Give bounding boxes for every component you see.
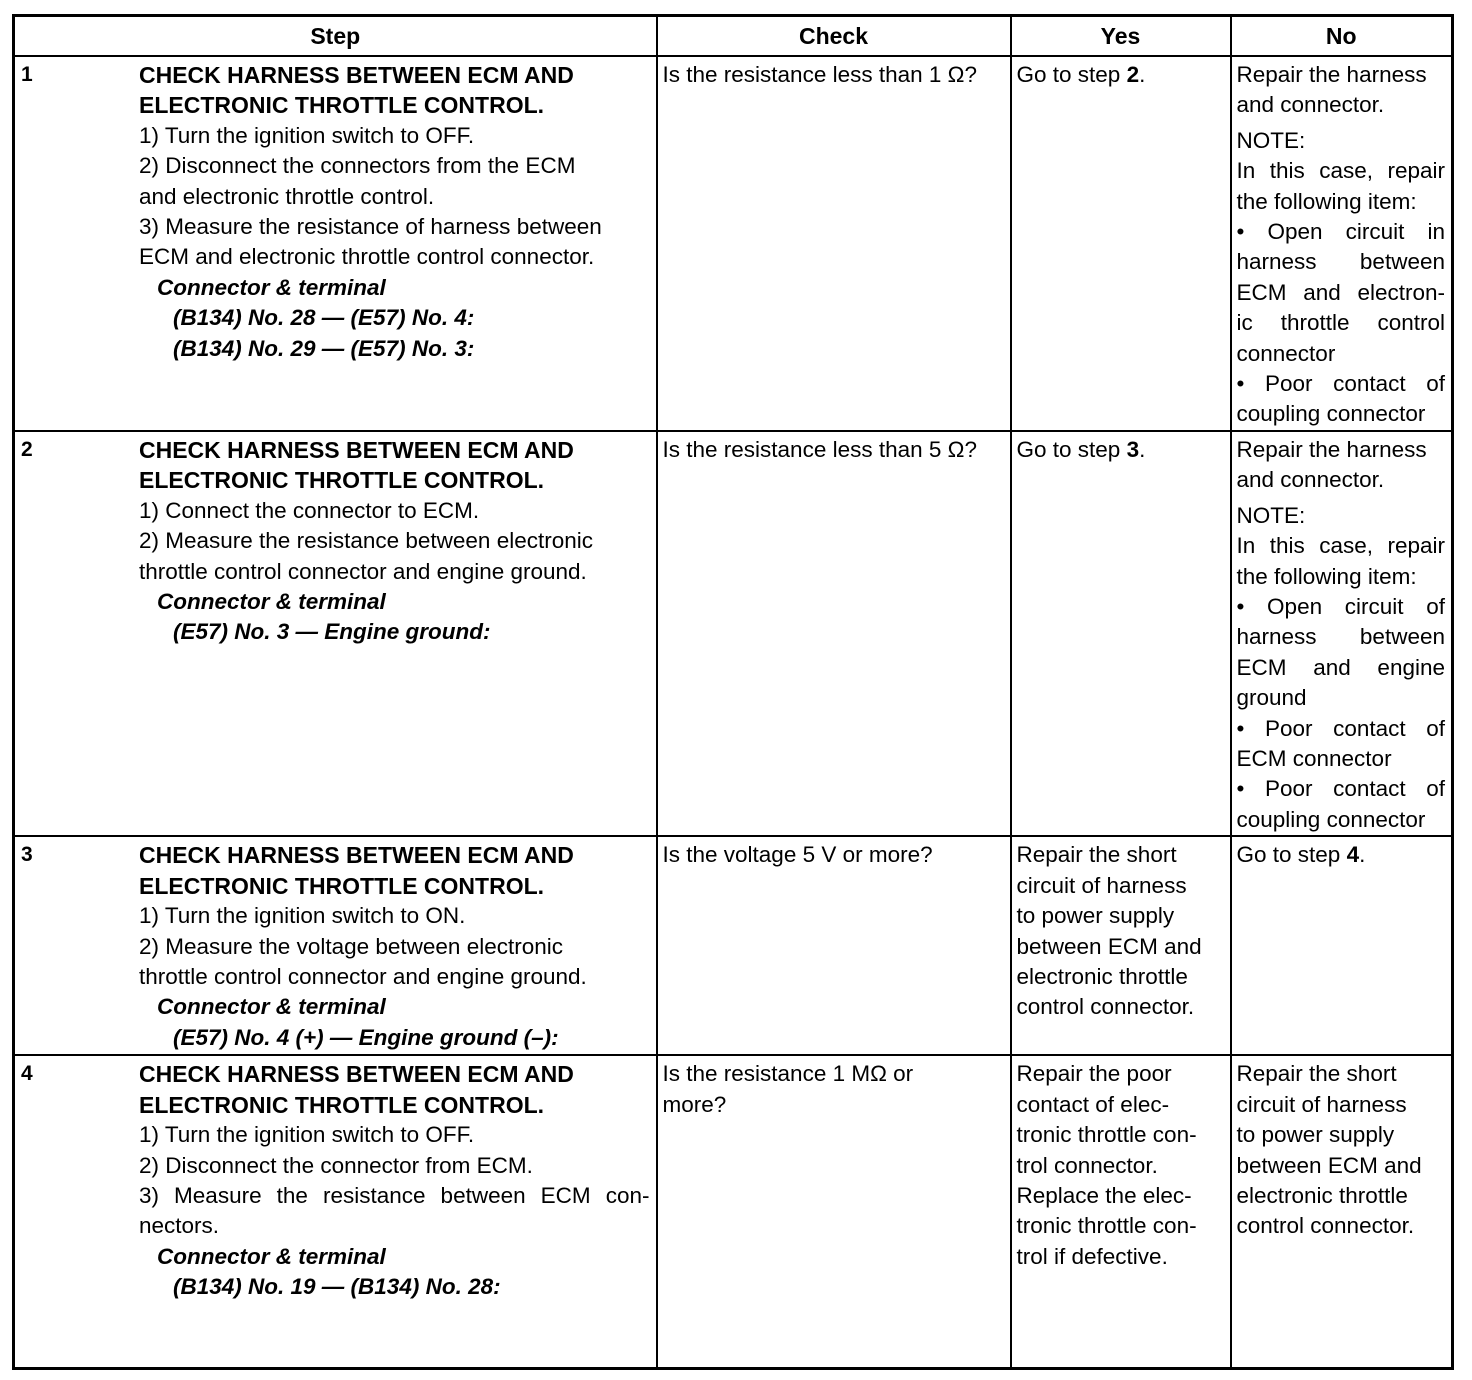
step-title: CHECK HARNESS BETWEEN ECM AND <box>139 842 574 869</box>
table-row-step-1 <box>14 56 1453 431</box>
yes-text: to power supply <box>1016 903 1175 929</box>
yes-step-ref: 2 <box>1126 62 1140 87</box>
yes-text: tronic throttle con- <box>1016 1213 1197 1239</box>
no-text: the following item: <box>1236 188 1417 214</box>
no-text: • Open circuit in <box>1236 219 1445 245</box>
yes-cell <box>1011 56 1231 431</box>
no-text: electronic throttle <box>1236 1182 1408 1208</box>
yes-text: Repair the poor <box>1016 1061 1172 1087</box>
check-question: Is the resistance less than 5 Ω? <box>662 437 977 462</box>
step-title: CHECK HARNESS BETWEEN ECM AND <box>139 62 574 88</box>
table-row-step-2 <box>14 431 1453 836</box>
no-text: to power supply <box>1236 1122 1395 1148</box>
no-text: circuit of harness <box>1236 1091 1407 1117</box>
no-cell <box>1231 836 1453 1055</box>
step-instruction: nectors. <box>139 1213 220 1239</box>
no-text: • Poor contact of <box>1236 715 1445 741</box>
no-text: ECM and engine <box>1236 654 1445 680</box>
check-cell <box>657 56 1011 431</box>
diagnostic-table <box>12 14 1454 1370</box>
yes-text: circuit of harness <box>1016 872 1187 898</box>
no-cell <box>1231 1055 1453 1368</box>
connector-heading: Connector & terminal <box>157 994 386 1020</box>
yes-text: Go to step <box>1016 437 1127 462</box>
yes-cell <box>1011 1055 1231 1368</box>
no-text: between ECM and <box>1236 1152 1422 1178</box>
step-number: 4 <box>21 1062 33 1086</box>
yes-cell <box>1011 836 1231 1055</box>
no-text: ECM connector <box>1236 746 1392 772</box>
no-text-end: . <box>1359 842 1366 868</box>
no-text: In this case, repair <box>1236 158 1445 184</box>
step-title: CHECK HARNESS BETWEEN ECM AND <box>139 437 574 463</box>
terminal-spec: (B134) No. 29 — (E57) No. 3: <box>173 335 475 361</box>
step-instruction: 1) Turn the ignition switch to OFF. <box>139 122 475 148</box>
yes-text: Repair the short <box>1016 842 1177 868</box>
connector-heading: Connector & terminal <box>157 589 386 615</box>
step-cell <box>14 431 657 836</box>
yes-step-ref: 3 <box>1126 437 1140 462</box>
step-instruction: 2) Measure the voltage between electronic <box>139 933 563 959</box>
no-cell <box>1231 431 1453 836</box>
yes-text: between ECM and <box>1016 933 1202 959</box>
yes-text: trol if defective. <box>1016 1243 1168 1269</box>
step-cell <box>14 56 657 431</box>
no-text: connector <box>1236 340 1336 366</box>
no-text: coupling connector <box>1236 806 1426 832</box>
no-step-ref: 4 <box>1346 842 1360 868</box>
table-row-step-3 <box>14 836 1453 1055</box>
check-question: Is the voltage 5 V or more? <box>662 842 933 868</box>
header-step: Step <box>14 16 657 57</box>
no-text: Repair the short <box>1236 1061 1397 1087</box>
step-number: 3 <box>21 843 33 867</box>
no-cell <box>1231 56 1453 431</box>
step-instruction: throttle control connector and engine ground. <box>139 963 587 989</box>
terminal-spec: (E57) No. 4 (+) — Engine ground (–): <box>173 1024 559 1050</box>
step-title: ELECTRONIC THROTTLE CONTROL. <box>139 467 545 494</box>
check-cell <box>657 431 1011 836</box>
step-title: ELECTRONIC THROTTLE CONTROL. <box>139 872 545 899</box>
note-label: NOTE: <box>1236 127 1306 153</box>
step-instruction: 2) Measure the resistance between electronic <box>139 528 593 554</box>
terminal-spec: (E57) No. 3 — Engine ground: <box>173 619 491 645</box>
terminal-spec: (B134) No. 19 — (B134) No. 28: <box>173 1274 501 1300</box>
step-cell <box>14 1055 657 1368</box>
check-cell <box>657 1055 1011 1368</box>
step-instruction: ECM and electronic throttle control connector. <box>139 244 595 270</box>
step-title: ELECTRONIC THROTTLE CONTROL. <box>139 1091 545 1118</box>
yes-text: control connector. <box>1016 994 1195 1020</box>
check-question: Is the resistance less than 1 Ω? <box>662 62 977 87</box>
yes-text: tronic throttle con- <box>1016 1122 1197 1148</box>
step-number: 1 <box>21 63 33 86</box>
step-title: CHECK HARNESS BETWEEN ECM AND <box>139 1061 574 1088</box>
header-no: No <box>1231 16 1453 57</box>
no-text: • Poor contact of <box>1236 776 1445 802</box>
step-instruction: 1) Turn the ignition switch to ON. <box>139 903 466 929</box>
step-instruction: and electronic throttle control. <box>139 183 435 209</box>
no-text: Repair the harness <box>1236 437 1427 462</box>
yes-cell <box>1011 431 1231 836</box>
yes-text-end: . <box>1139 437 1146 462</box>
step-number: 2 <box>21 438 33 461</box>
check-question: Is the resistance 1 MΩ or <box>662 1061 914 1087</box>
no-text: the following item: <box>1236 563 1417 589</box>
yes-text-end: . <box>1139 62 1146 87</box>
yes-text: contact of elec- <box>1016 1091 1170 1117</box>
no-text: • Poor contact of <box>1236 371 1445 397</box>
no-text: coupling connector <box>1236 401 1426 427</box>
note-label: NOTE: <box>1236 502 1306 528</box>
terminal-spec: (B134) No. 28 — (E57) No. 4: <box>173 305 475 331</box>
step-instruction: 2) Disconnect the connector from ECM. <box>139 1152 533 1178</box>
step-instruction: 3) Measure the resistance between ECM con- <box>139 1182 650 1208</box>
header-row <box>14 16 1453 57</box>
no-text: and connector. <box>1236 92 1385 118</box>
yes-text: Go to step <box>1016 62 1127 87</box>
step-instruction: 1) Connect the connector to ECM. <box>139 497 480 523</box>
step-title: ELECTRONIC THROTTLE CONTROL. <box>139 92 545 119</box>
check-cell <box>657 836 1011 1055</box>
no-text: ground <box>1236 685 1307 711</box>
no-text: harness between <box>1236 624 1445 650</box>
step-instruction: 1) Turn the ignition switch to OFF. <box>139 1122 475 1148</box>
no-text: In this case, repair <box>1236 533 1445 559</box>
no-text: Repair the harness <box>1236 62 1427 87</box>
table-row-step-4 <box>14 1055 1453 1368</box>
step-instruction: 3) Measure the resistance of harness between <box>139 214 602 240</box>
yes-text: electronic throttle <box>1016 963 1188 989</box>
step-instruction: 2) Disconnect the connectors from the ECM <box>139 153 576 179</box>
no-text: harness between <box>1236 249 1445 275</box>
connector-heading: Connector & terminal <box>157 274 386 300</box>
no-text: control connector. <box>1236 1213 1415 1239</box>
no-text: and connector. <box>1236 467 1385 493</box>
no-text: ECM and electron- <box>1236 279 1445 305</box>
no-text: ic throttle control <box>1236 310 1445 336</box>
yes-text: Replace the elec- <box>1016 1182 1192 1208</box>
step-instruction: throttle control connector and engine ground. <box>139 558 587 584</box>
no-text: • Open circuit of <box>1236 594 1445 620</box>
yes-text: trol connector. <box>1016 1152 1158 1178</box>
header-check: Check <box>657 16 1011 57</box>
check-question: more? <box>662 1091 727 1117</box>
connector-heading: Connector & terminal <box>157 1243 386 1269</box>
step-cell <box>14 836 657 1055</box>
no-text: Go to step <box>1236 842 1347 868</box>
header-yes: Yes <box>1011 16 1231 57</box>
